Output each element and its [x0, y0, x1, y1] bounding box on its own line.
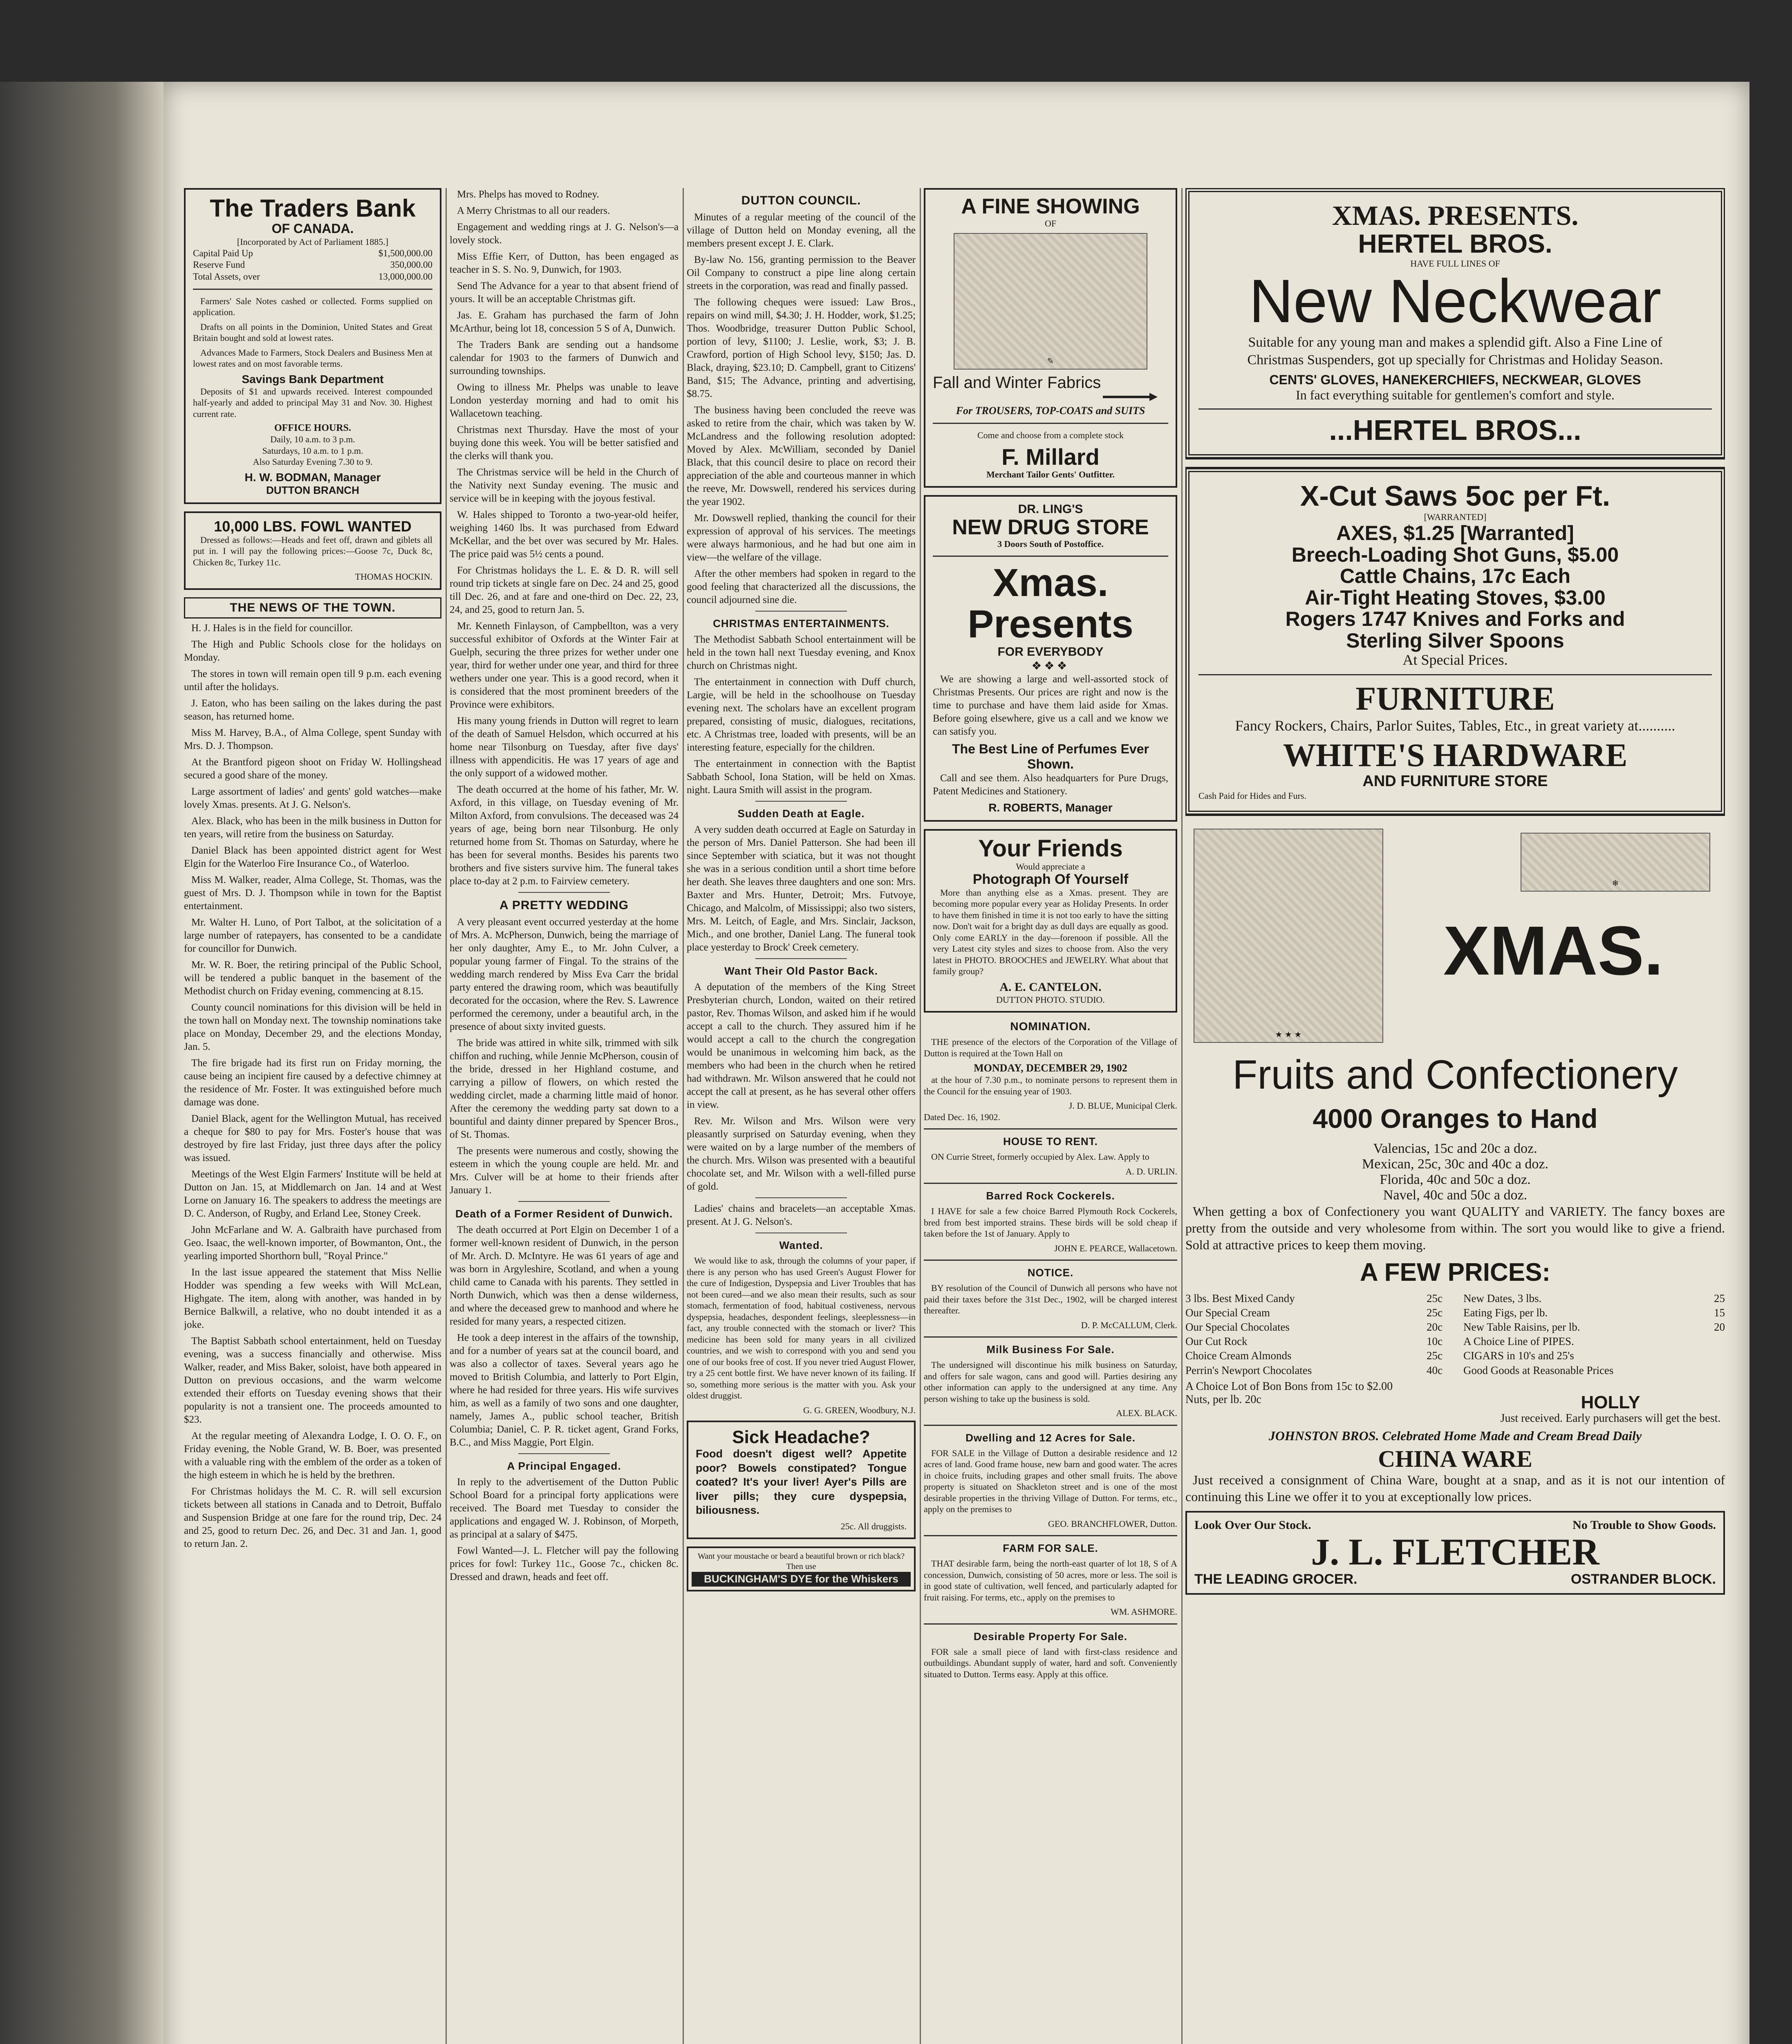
tailor-illustration: ✎: [954, 233, 1147, 370]
nomination-more: at the hour of 7.30 p.m., to nominate persons to represent them in the Council for the ensuing year of 1903.: [924, 1075, 1177, 1096]
price-row: [1185, 1334, 1725, 1349]
for-everybody: FOR EVERYBODY: [997, 645, 1104, 659]
wanted-sign: G. G. GREEN, Woodbury, N.J.: [803, 1405, 916, 1415]
news-item: The High and Public Schools close for the holidays on Monday.: [184, 639, 441, 663]
local-items: [450, 188, 679, 888]
local-item: Jas. E. Graham has purchased the farm of John McArthur, being lot 18, concession 5 S of A, Dunwich.: [450, 310, 679, 334]
council-p3: The following cheques were issued: Law Bros., repairs on wind mill, $4.30; J. H. Hodder, work, $1.25; Thos. Woodbridge, treasurer Dutton Public School, portion of levy, $1100; J. Leslie, work, $3; J. B. Crawford, portion of High School levy, $150; Jas. D. Black, draying, $23.10; D. Campbell, grant to Citizens' Band, $15; The Advance, printing and advertising, $8.75.: [687, 297, 916, 399]
barred-title: Barred Rock Cockerels.: [986, 1190, 1115, 1202]
price-right: New Dates, 3 lbs.: [1463, 1292, 1542, 1305]
price-row: [1185, 1349, 1725, 1363]
fowl-text: Dressed as follows:—Heads and feet off, drawn and giblets all put in. I will pay the following prices:—Goose 7c, Duck 8c, Chicken 8c, Turkey 11c.: [193, 534, 432, 567]
conf-text: When getting a box of Confectionery you want QUALITY and VARIETY. The fancy boxes are pretty from the outside and very wholesome from within. The sort you would like to give a friend. Sold at attractive prices to keep them moving.: [1185, 1204, 1725, 1252]
column-5: [1185, 188, 1725, 2044]
price-row: [1185, 1306, 1725, 1320]
notice-text: BY resolution of the Council of Dunwich all persons who have not paid their taxes before the 31st Dec., 1902, will be charged interest thereafter.: [924, 1283, 1177, 1316]
death-p1: The death occurred at Port Elgin on December 1 of a former well-known resident of Dunwich, in the person of Mr. Arch. D. McIntyre. He was 61 years of age and was born in Argyleshire, Scotland, and when a young child came to Canada with his parents. They settled in North Dunwich, which was then a dense wilderness, and where the deceased grew to manhood and where he resided for many years, a respected citizen.: [450, 1224, 679, 1327]
block: OSTRANDER BLOCK.: [1570, 1571, 1716, 1587]
book-spine: [0, 82, 164, 2044]
capital-row: [193, 271, 432, 283]
photograph: Photograph Of Yourself: [972, 871, 1129, 887]
milk-sign: ALEX. BLACK.: [1116, 1408, 1177, 1419]
grocer: THE LEADING GROCER.: [1194, 1571, 1357, 1587]
cantelon: A. E. CANTELON.: [999, 980, 1102, 994]
holly-text: Just received. Early purchasers will get the best.: [1500, 1412, 1721, 1425]
ornament-icon: ❖❖❖: [1031, 659, 1070, 672]
news-item: John McFarlane and W. A. Galbraith have purchased from Geo. Isaac, the well-known importer, of Bowmanton, Ont., the yearling imported Shorthorn bull, "Royal Prince.": [184, 1224, 441, 1262]
china-text: Just received a consignment of China Ware, bought at a snap, and as it is not our intention of continuing this Line we offer it to you at exceptionally low prices.: [1185, 1472, 1725, 1504]
orange-row: Mexican, 25c, 30c and 40c a doz.: [1362, 1156, 1548, 1172]
millard-sub: Merchant Tailor Gents' Outfitter.: [986, 469, 1115, 480]
traders-title: The Traders Bank: [210, 195, 416, 222]
news-item: At the regular meeting of Alexandra Lodge, I. O. O. F., on Friday evening, the Noble Grand, W. B. Boer, was presented with a valuable ring with the emblem of the order as a token of the high esteem in which he is held by the brethren.: [184, 1430, 441, 1481]
barred-sign: JOHN E. PEARCE, Wallacetown.: [1054, 1243, 1177, 1253]
price-left: Our Special Chocolates: [1185, 1321, 1290, 1334]
axes: AXES, $1.25 [Warranted]: [1336, 522, 1574, 545]
office-hours-1: Saturdays, 10 a.m. to 1 p.m.: [262, 445, 363, 456]
johnston: JOHNSTON BROS. Celebrated Home Made and Cream Bread Daily: [1268, 1428, 1642, 1443]
wanted-title: Wanted.: [779, 1239, 823, 1251]
traders-sub: OF CANADA.: [271, 221, 354, 236]
millard: F. Millard: [1001, 444, 1100, 470]
news-item: Mr. W. R. Boer, the retiring principal of the Public School, will be tendered a public banquet in the basement of the Methodist church on Friday evening, commencing at 8.15.: [184, 959, 441, 997]
pastor-p2: Rev. Mr. Wilson and Mrs. Wilson were very pleasantly surprised on Saturday evening, when they were waited on by a large number of the members of the church. Mrs. Wilson was presented with a beautiful chocolate set, and Mr. Wilson with a well-filled purse of gold.: [687, 1116, 916, 1192]
price-left: Our Cut Rock: [1185, 1335, 1248, 1348]
have-lines: HAVE FULL LINES OF: [1410, 258, 1500, 269]
hertel-xmas: XMAS. PRESENTS.: [1332, 200, 1579, 231]
choice-lot: A Choice Lot of Bon Bons from 15c to $2.00: [1185, 1380, 1393, 1393]
doors: 3 Doors South of Postoffice.: [997, 539, 1104, 549]
column-4: [924, 188, 1177, 2044]
office-hours-0: Daily, 10 a.m. to 3 p.m.: [270, 434, 355, 445]
holly: HOLLY: [1581, 1392, 1640, 1412]
news-item: Large assortment of ladies' and gents' gold watches—make lovely Xmas. presents. At J. G. Nelson's.: [184, 786, 441, 810]
fletcher-ad: [1185, 1511, 1725, 1595]
price-left-value: 10c: [1427, 1335, 1443, 1348]
santa-sleigh-illustration: ★ ★ ★: [1194, 829, 1383, 1043]
news-item: County council nominations for this division will be held in the town hall on Monday next. The township nominations take place on Monday, December 29, and the elections Monday, Jan. 5.: [184, 1002, 441, 1052]
dutton-photo: DUTTON PHOTO. STUDIO.: [996, 994, 1105, 1005]
council-p4: The business having been concluded the reeve was asked to retire from the chair, which was taken by W. McLandress and the following resolution adopted: Moved by Alex. McWilliam, seconded by Daniel Black, that this council desire to place on record their appreciation of the able and courteous manner in which the reeve, Mr. Dowswell, rendered his services during the year 1902.: [687, 405, 916, 507]
traders-bank-ad: [184, 188, 441, 504]
local-item: Mr. Kenneth Finlayson, of Campbellton, was a very successful exhibitor of Oxfords at the Winter Fair at Guelph, securing the three prizes for wether under one year, third for wether under one year, and third for three wethers under one year. This is a good record, when it is considered that the most prominent breeders of the Province were exhibitors.: [450, 621, 679, 710]
xmas-presents: Xmas. Presents: [968, 560, 1133, 646]
orange-row: Valencias, 15c and 20c a doz.: [1373, 1141, 1537, 1156]
news-item: At the Brantford pigeon shoot on Friday W. Hollingshead secured a good share of the money.: [184, 756, 441, 781]
news-item: In the last issue appeared the statement that Miss Nellie Hodder was spending a few weeks with Will McLean, Highgate. The item, along with another, was handed in by Bernice Balkwill, a relative, who no doubt intended it as a joke.: [184, 1266, 441, 1330]
gloves: CENTS' GLOVES, HANEKERCHIEFS, NECKWEAR, GLOVES: [1269, 372, 1641, 387]
branch: DUTTON BRANCH: [266, 484, 359, 496]
dwelling-title: Dwelling and 12 Acres for Sale.: [965, 1431, 1136, 1444]
fruits: Fruits and Confectionery: [1232, 1051, 1678, 1098]
price-left-value: 25c: [1427, 1292, 1443, 1305]
column-1: [184, 188, 441, 2044]
fowl-sign: THOMAS HOCKIN.: [355, 572, 432, 582]
office-hours-title: OFFICE HOURS.: [274, 423, 351, 434]
price-row: [1185, 1320, 1725, 1334]
santa-section: [1185, 825, 1725, 1053]
roberts: R. ROBERTS, Manager: [988, 801, 1113, 814]
few-prices: A FEW PRICES:: [1360, 1258, 1551, 1286]
local-item: Send The Advance for a year to that absent friend of yours. It will be an acceptable Christmas gift.: [450, 280, 679, 305]
news-item: Meetings of the West Elgin Farmers' Institute will be held at Dutton on Jan. 15, at Middlemarch on Jan. 14 and at West Lorne on January 16. The speakers to address the meetings are D. C. Anderson, of Rugby, and Erland Lee, Stoney Creek.: [184, 1168, 441, 1219]
hertel-ad: [1185, 188, 1725, 458]
price-right: Good Goods at Reasonable Prices: [1463, 1364, 1614, 1376]
savings-text: Deposits of $1 and upwards received. Interest compounded half-yearly and added to principal May 31 and Nov. 30. Highest current rate.: [193, 386, 432, 419]
price-left-value: 25c: [1427, 1307, 1443, 1319]
capital-table: [193, 248, 432, 283]
house-text: ON Currie Street, formerly occupied by Alex. Law. Apply to: [931, 1152, 1149, 1162]
call-see: Call and see them. Also headquarters for Pure Drugs, Patent Medicines and Stationery.: [933, 772, 1168, 797]
capital-label: Total Assets, over: [193, 271, 260, 282]
local-item: Owing to illness Mr. Phelps was unable to leave London yesterday morning and had to omit his Wallacetown teaching.: [450, 382, 679, 419]
pastor-p1: A deputation of the members of the King Street Presbyterian church, London, waited on their retired pastor, Rev. Thomas Wilson, and asked him if he would accept a call to the church. They assured him if he would accept a call to the church the congregation would be unanimous in welcoming him back, as the members who had been in the church when he retired had withdrawn. Mr. Wilson answered that he could not accept the call at present, as he has several other offers in view.: [687, 982, 916, 1110]
chains: Cattle Chains, 17c Each: [1340, 565, 1571, 588]
fowl-wanted-ad: [184, 511, 441, 590]
column-rule: [683, 188, 684, 2044]
perfumes: The Best Line of Perfumes Ever Shown.: [952, 741, 1149, 771]
furn-store: AND FURNITURE STORE: [1362, 773, 1548, 790]
stoves: Air-Tight Heating Stoves, $3.00: [1305, 586, 1606, 609]
furn-text: Fancy Rockers, Chairs, Parlor Suites, Tables, Etc., in great variety at..........: [1235, 717, 1676, 734]
arrow-icon: [1103, 396, 1152, 398]
council-p1: Minutes of a regular meeting of the council of the village of Dutton held on Monday evening, all the members present except J. E. Clark.: [687, 212, 916, 249]
capital-value: $1,500,000.00: [378, 248, 432, 258]
special: At Special Prices.: [1402, 652, 1508, 668]
photo-text: More than anything else as a Xmas. present. They are becoming more popular every year as Holiday Presents. In order to have them finished in time it is not too early to have the sitting now. Don't wait for a bright day as dull days are equally as good. Only come EARLY in the day—forenoon if possible. All the very Latest city styles and sizes to choose from. Also the very latest in PHOTO. BROOCHES and JEWELRY. What about that family group?: [933, 887, 1168, 977]
spoons: Sterling Silver Spoons: [1346, 629, 1564, 652]
neck-text: Suitable for any young man and makes a splendid gift. Also a Fine Line of Christmas Suspenders, got up specially for Christmas and Holiday Season.: [1247, 334, 1663, 368]
xmas-ent-p2: The entertainment in connection with Duff church, Largie, will be held in the schoolhouse on Tuesday evening next. The scholars have an excellent program prepared, consisting of music, dialogues, recitations, etc. A Christmas tree, loaded with presents, will be an interesting feature, especially for the children.: [687, 677, 916, 753]
local-item: For Christmas holidays the L. E. & D. R. will sell round trip tickets at single fare on Dec. 24 and 25, good till Dec. 26, and at fare and one-third on Dec. 22, 23, 24, and 25, good to return Jan. 5.: [450, 565, 679, 615]
nomination-dated: Dated Dec. 16, 1902.: [924, 1112, 1000, 1122]
orange-prices: [1185, 1141, 1725, 1203]
dwelling-text: FOR SALE in the Village of Dutton a desirable residence and 12 acres of land. Good frame house, new barn and good water. The acres in choice fruits, including grapes and other small fruits. The above property is situated on Shackleton street and is one of the most desirable properties in the thriving Village of Dutton. For terms, etc., apply on the premises to: [924, 1448, 1177, 1515]
savings-title: Savings Bank Department: [242, 372, 384, 385]
furniture: FURNITURE: [1355, 680, 1555, 717]
drug-store: NEW DRUG STORE: [952, 515, 1149, 539]
wedding-title: A PRETTY WEDDING: [499, 899, 629, 912]
news-item: J. Eaton, who has been sailing on the lakes during the past season, has returned home.: [184, 697, 441, 722]
death-p2: He took a deep interest in the affairs of the township, and for a number of years sat at the council board, and was also a collector of taxes. Several years ago he moved to British Columbia, and latterly to Port Elgin, where he had resided for three years. His wife survives him, as well as a family of two sons and one daughter, namely, James A., public school teacher, British Columbia; Daniel, C. P. R. ticket agent, Grand Forks, B.C., and Miss Maggie, Port Elgin.: [450, 1332, 679, 1448]
neckwear: New Neckwear: [1249, 267, 1662, 336]
cash: Cash Paid for Hides and Furs.: [1198, 791, 1306, 801]
hertel-name: HERTEL BROS.: [1358, 229, 1552, 259]
capital-label: Capital Paid Up: [193, 248, 253, 258]
price-left: Our Special Cream: [1185, 1307, 1270, 1319]
for-trousers: For TROUSERS, TOP-COATS and SUITS: [956, 405, 1145, 417]
price-left-value: 25c: [1427, 1349, 1443, 1362]
news-item: Miss M. Walker, reader, Alma College, St. Thomas, was the guest of Mrs. D. J. Thompson while in town for the Baptist entertainment.: [184, 874, 441, 912]
local-item: His many young friends in Dutton will regret to learn of the death of Samuel Helsdon, which occurred at his home near Tilsonburg on Tuesday, after five days' illness with appendicitis. He was 17 years of age and the only support of a widowed mother.: [450, 715, 679, 779]
sudden-title: Sudden Death at Eagle.: [737, 807, 865, 820]
capital-row: [193, 259, 432, 271]
local-item: Engagement and wedding rings at J. G. Nelson's—a lovely stock.: [450, 222, 679, 246]
xmas-ent-p3: The entertainment in connection with the Baptist Sabbath School, Iona Station, will be held on Xmas. night. Laura Smith will assist in the program.: [687, 758, 916, 796]
pastor-title: Want Their Old Pastor Back.: [724, 965, 878, 977]
column-3: [687, 188, 916, 2044]
holly-row: [1185, 1393, 1725, 1425]
column-2: [450, 188, 679, 2044]
reindeer-illustration: ❄: [1521, 833, 1710, 892]
whites: WHITE'S HARDWARE: [1283, 737, 1628, 774]
house-title: HOUSE TO RENT.: [1003, 1135, 1098, 1148]
column-rule: [1181, 188, 1183, 2044]
fletcher: J. L. FLETCHER: [1311, 1531, 1599, 1573]
farm-sign: WM. ASHMORE.: [1110, 1607, 1177, 1617]
dwelling-sign: GEO. BRANCHFLOWER, Dutton.: [1048, 1518, 1177, 1529]
price-row: [1185, 1291, 1725, 1306]
drug-store-ad: [924, 495, 1177, 822]
would-app: Would appreciate a: [1016, 861, 1085, 872]
local-item: The Christmas service will be held in the Church of the Nativity next Sunday evening. The music and service will be in keeping with the joyous festival.: [450, 467, 679, 504]
showing-of: OF: [1044, 218, 1057, 229]
news-list: [184, 622, 441, 1551]
orange-row: Florida, 40c and 50c a doz.: [1380, 1172, 1531, 1188]
price-left: 3 lbs. Best Mixed Candy: [1185, 1292, 1295, 1305]
local-item: A Merry Christmas to all our readers.: [457, 205, 610, 216]
capital-value: 13,000,000.00: [378, 271, 432, 282]
sudden-text: A very sudden death occurred at Eagle on Saturday in the person of Mrs. Daniel Patterson. She had been ill since September with sciatica, but it was not thought she was in a serious condition until a short time before her death. She leaves three daughters and one son: Mrs. Baxter and Mrs. Hunter, Detroit; Mrs. Futvoye, Chicago, and Malcolm, of Mississippi; also two sisters, Mrs. M. Leitch, of Eagle, and Mrs. Sinclair, Jackson, Mich., and one brother, Daniel Lang. The funeral took place yesterday to Brock' Creek cemetery.: [687, 824, 916, 953]
xmas-ent-p1: The Methodist Sabbath School entertainment will be held in the town hall next Tuesday evening, and Knox church on Christmas night.: [687, 634, 916, 671]
wedding-p2: The bride was attired in white silk, trimmed with silk chiffon and ruching, while Jennie McPherson, cousin of the bride, dressed in her Highland costume, and carrying a pillow of flowers, on which rested the wedding circlet, made a charming little maid of honor. After the ceremony the wedding party sat down to a bountiful and dainty dinner prepared by Spencer Bros., of St. Thomas.: [450, 1038, 679, 1140]
council-title: DUTTON COUNCIL.: [741, 194, 861, 207]
china: CHINA WARE: [1378, 1445, 1532, 1472]
news-item: The stores in town will remain open till 9 p.m. each evening until after the holidays.: [184, 668, 441, 693]
engaged-text: In reply to the advertisement of the Dutton Public School Board for a principal forty applications were received. The Board met Tuesday to consider the applications and engaged W. J. Robinson, of Morpeth, as principal at a salary of $475.: [450, 1477, 679, 1540]
farmers-notes: Farmers' Sale Notes cashed or collected. Forms supplied on application.: [193, 296, 432, 318]
wedding-p3: The presents were numerous and costly, showing the esteem in which the young couple are held. Mr. and Mrs. Culver will be at home to their friends after January 1.: [450, 1145, 679, 1196]
advances: Advances Made to Farmers, Stock Dealers and Business Men at lowest rates and on most favorable terms.: [193, 347, 432, 369]
look-over-row: [1194, 1518, 1716, 1532]
news-item: H. J. Hales is in the field for councillor.: [191, 622, 353, 634]
oranges: 4000 Oranges to Hand: [1313, 1103, 1598, 1134]
price-left-value: 20c: [1427, 1321, 1443, 1334]
nomination-date: MONDAY, DECEMBER 29, 1902: [974, 1062, 1127, 1074]
ayers-pills-ad: [687, 1421, 916, 1539]
bon-bons-row: [1185, 1380, 1725, 1393]
farm-title: FARM FOR SALE.: [1003, 1542, 1098, 1555]
local-item: W. Hales shipped to Toronto a two-year-old heifer, weighing 1460 lbs. It was purchased from Edward McKellar, and the bet over was secured by Mr. Hales. The price paid was 5½ cents a pound.: [450, 509, 679, 560]
xmas-ent-title: CHRISTMAS ENTERTAINMENTS.: [713, 617, 889, 630]
desirable-text: FOR sale a small piece of land with first-class residence and outbuildings. Abundant supply of water, hard and soft. Conveniently situated to Dutton. Terms easy. Apply at this office.: [924, 1646, 1177, 1679]
price-row: [1185, 1363, 1725, 1378]
price-table: [1185, 1291, 1725, 1378]
nomination-text: THE presence of the electors of the Corporation of the Village of Dutton is required at the Town Hall on: [924, 1037, 1177, 1058]
fowl-wanted-note: Fowl Wanted—J. L. Fletcher will pay the following prices for fowl: Turkey 11c., Goose 7c., chicken 8c. Dressed and drawn, heads and feet off.: [450, 1545, 679, 1582]
council-p6: After the other members had spoken in regard to the good feeling that characterized all the discussions, the council adjourned sine die.: [687, 568, 916, 605]
grocer-row: [1194, 1571, 1716, 1587]
local-item: Mrs. Phelps has moved to Rodney.: [457, 189, 599, 200]
local-item: The death occurred at the home of his father, Mr. W. Axford, in this village, on Tuesday evening of Mr. Milton Axford, from convulsions. The deceased was 24 years of age, being born near Tilsonburg. He only returned home from St. Thomas on Saturday, where he has been for several months. Besides his parents two brothers and five sisters survive him. The funeral takes place to-day at 2 p.m. to Fairview cemetery.: [450, 784, 679, 887]
fowl-title: 10,000 LBS. FOWL WANTED: [214, 518, 412, 535]
local-item: Christmas next Thursday. Have the most of your buying done this week. You will be better satisfied and the clerks will thank you.: [450, 424, 679, 462]
drug-text: We are showing a large and well-assorted stock of Christmas Presents. Our prices are right and now is the time to purchase and have them laid aside for Xmas. Before going elsewhere, give us a call and we know we can satisfy you.: [933, 673, 1168, 737]
warranted: [WARRANTED]: [1424, 511, 1487, 522]
millard-ad: [924, 188, 1177, 488]
traders-inc: [Incorporated by Act of Parliament 1885.]: [237, 237, 389, 247]
price-right: A Choice Line of PIPES.: [1463, 1335, 1574, 1348]
desirable-title: Desirable Property For Sale.: [973, 1630, 1128, 1643]
wanted-text: We would like to ask, through the columns of your paper, if there is any person who has used Green's August Flower for the cure of Indigestion, Dyspepsia and Liver Troubles that has not been cured—and we also mean their results, such as sour stomach, fermentation of food, habitual costiveness, nervous dyspepsia, headaches, despondent feelings, sleeplessness—in fact, any trouble connected with the stomach or liver? This medicine has been sold for many years in all civilized countries, and we wish to correspond with you and send you one of our books free of cost. If you never tried August Flower, try a 25 cent bottle first. We have never known of its failing. If so, something more serious is the matter with you. Ask your oldest druggist.: [687, 1255, 916, 1401]
death-title: Death of a Former Resident of Dunwich.: [455, 1208, 673, 1220]
gloves-sub: In fact everything suitable for gentlemen's comfort and style.: [1296, 387, 1615, 402]
farm-text: THAT desirable farm, being the north-east quarter of lot 18, S of A concession, Dunwich, consisting of 50 acres, more or less. The soil is in good state of cultivation, well fenced, and particularly adapted for fruit raising. For terms, etc., apply on the premises to: [924, 1558, 1177, 1602]
whites-hardware-ad: [1185, 468, 1725, 815]
local-item: The Traders Bank are sending out a handsome calendar for 1903 to the farmers of Dunwich and surrounding townships.: [450, 339, 679, 377]
price-left: Perrin's Newport Chocolates: [1185, 1364, 1312, 1376]
price-right-value: [1705, 1334, 1725, 1349]
price-left-value: 40c: [1427, 1364, 1443, 1376]
ladies-chains: Ladies' chains and bracelets—an acceptable Xmas. present. At J. G. Nelson's.: [687, 1203, 916, 1227]
price-left: Choice Cream Almonds: [1185, 1349, 1292, 1362]
look-over: Look Over Our Stock.: [1194, 1518, 1311, 1532]
news-item: Miss M. Harvey, B.A., of Alma College, spent Sunday with Mrs. D. J. Thompson.: [184, 727, 441, 751]
price-right-value: 20: [1714, 1321, 1725, 1334]
news-item: Alex. Black, who has been in the milk business in Dutton for ten years, will retire from the business on Saturday.: [184, 815, 441, 840]
manager: H. W. BODMAN, Manager: [244, 471, 381, 484]
price-right-value: [1705, 1349, 1725, 1363]
notice-title: NOTICE.: [1027, 1266, 1074, 1279]
council-p2: By-law No. 156, granting permission to the Beaver Oil Company to construct a pipe line along certain streets in the corporation, was read and finally passed.: [687, 254, 916, 291]
sick-text: Food doesn't digest well? Appetite poor? Bowels constipated? Tongue coated? It's your liver! Ayer's Pills are liver pills; they cure dyspepsia, biliousness.: [696, 1448, 907, 1517]
column-rule: [920, 188, 921, 2044]
notice-sign: D. P. McCALLUM, Clerk.: [1081, 1320, 1177, 1330]
showing-title: A FINE SHOWING: [961, 195, 1140, 218]
local-item: Miss Effie Kerr, of Dutton, has been engaged as teacher in S. S. No. 9, Dunwich, for 1903.: [450, 251, 679, 275]
news-item: Daniel Black has been appointed district agent for West Elgin for the Waterloo Fire Insurance Co., of Waterloo.: [184, 845, 441, 869]
price-right-value: 25: [1714, 1292, 1725, 1305]
buckingham-ad: [687, 1546, 916, 1591]
price-right-value: 15: [1714, 1307, 1725, 1319]
engaged-title: A Principal Engaged.: [507, 1460, 621, 1472]
office-hours-2: Also Saturday Evening 7.30 to 9.: [253, 457, 373, 467]
buck-title: BUCKINGHAM'S DYE for the Whiskers: [692, 1572, 911, 1586]
rogers: Rogers 1747 Knives and Forks and: [1285, 607, 1625, 631]
hertel-sign: ...HERTEL BROS...: [1329, 414, 1581, 446]
guns: Breech-Loading Shot Guns, $5.00: [1291, 543, 1619, 566]
capital-row: [193, 248, 432, 260]
price-right: New Table Raisins, per lb.: [1463, 1321, 1580, 1334]
price-right: CIGARS in 10's and 25's: [1463, 1349, 1574, 1362]
news-title: THE NEWS OF THE TOWN.: [184, 597, 441, 619]
nomination-title: NOMINATION.: [1010, 1020, 1091, 1033]
friends-title: Your Friends: [978, 835, 1123, 862]
saws: X-Cut Saws 5oc per Ft.: [1300, 480, 1611, 512]
news-item: Daniel Black, agent for the Wellington Mutual, has received a cheque for $80 to pay for Mrs. Foster's house that was destroyed by fire last Friday, just three days after the policy was issued.: [184, 1113, 441, 1163]
orange-row: Navel, 40c and 50c a doz.: [1383, 1188, 1528, 1203]
sick-title: Sick Headache?: [732, 1427, 870, 1447]
sick-price: 25c. All druggists.: [840, 1521, 907, 1531]
price-right: Eating Figs, per lb.: [1463, 1307, 1548, 1319]
news-item: The fire brigade had its first run on Friday morning, the cause being an incipient fire caused by a defective chimney at the residence of Mr. Foster. It was extinguished before much damage was done.: [184, 1057, 441, 1108]
milk-title: Milk Business For Sale.: [986, 1343, 1115, 1356]
column-rule: [446, 188, 447, 2044]
nuts: Nuts, per lb. 20c: [1185, 1393, 1261, 1406]
news-item: The Baptist Sabbath school entertainment, held on Tuesday evening, was a success financially and otherwise. Miss Walker, reader, and Miss Baker, soloist, have both appeared in Dutton on previous occasions, and the warm welcome extended their efforts on Tuesday evening shows that their popularity is not a transient one. The proceeds amounted to $23.: [184, 1335, 441, 1425]
no-trouble: No Trouble to Show Goods.: [1572, 1518, 1716, 1532]
drling: DR. LING'S: [1018, 502, 1083, 516]
come-choose: Come and choose from a complete stock: [977, 430, 1124, 441]
capital-value: 350,000.00: [390, 260, 432, 270]
wedding-p1: A very pleasant event occurred yesterday at the home of Mrs. A. McPherson, Dunwich, being the marriage of her only daughter, Amy E., to Mr. John Culver, a popular young farmer of Fingal. To the strains of the wedding march rendered by Miss Eva Carr the bridal party entered the drawing room, which was beautifully decorated for the occasion, where the Rev. S. Lawrence performed the ceremony, under a beautiful arch, in the presence of about sixty invited guests.: [450, 917, 679, 1032]
council-p5: Mr. Dowswell replied, thanking the council for their expression of approval of his services. The meetings were always harmonious, and he had but one aim in view—the welfare of the village.: [687, 513, 916, 563]
news-item: For Christmas holidays the M. C. R. will sell excursion tickets between all stations in Canada and to Detroit, Buffalo and Suspension Bridge at one fare for the round trip, Dec. 24 and 25, good to return Dec. 26, and Dec. 31 and Jan. 1, good to return Jan. 2.: [184, 1486, 441, 1549]
xmas-big: XMAS.: [1443, 912, 1664, 990]
fabrics: Fall and Winter Fabrics: [933, 374, 1101, 392]
price-right-value: [1705, 1363, 1725, 1378]
newspaper-page: [164, 82, 1749, 2044]
photo-studio-ad: [924, 829, 1177, 1013]
buck-text: Want your moustache or beard a beautiful brown or rich black? Then use: [698, 1552, 905, 1571]
barred-text: I HAVE for sale a few choice Barred Plymouth Rock Cockerels, bred from best imported strains. These birds will be sold cheap if taken before the 1st of January. Apply to: [924, 1206, 1177, 1239]
milk-text: The undersigned will discontinue his milk business on Saturday, and offers for sale wagon, cans and good will. Parties desiring any other information can apply to the undersigned at any time. Any person wishing to take up the business is sold.: [924, 1360, 1177, 1404]
drafts: Drafts on all points in the Dominion, United States and Great Britain bought and sold at lowest rates.: [193, 321, 432, 343]
capital-label: Reserve Fund: [193, 260, 245, 270]
nomination-sign: J. D. BLUE, Municipal Clerk.: [1068, 1100, 1177, 1111]
house-sign: A. D. URLIN.: [1125, 1166, 1177, 1177]
news-item: Mr. Walter H. Luno, of Port Talbot, at the solicitation of a large number of ratepayers, has consented to be a candidate for councillor for Dunwich.: [184, 917, 441, 954]
